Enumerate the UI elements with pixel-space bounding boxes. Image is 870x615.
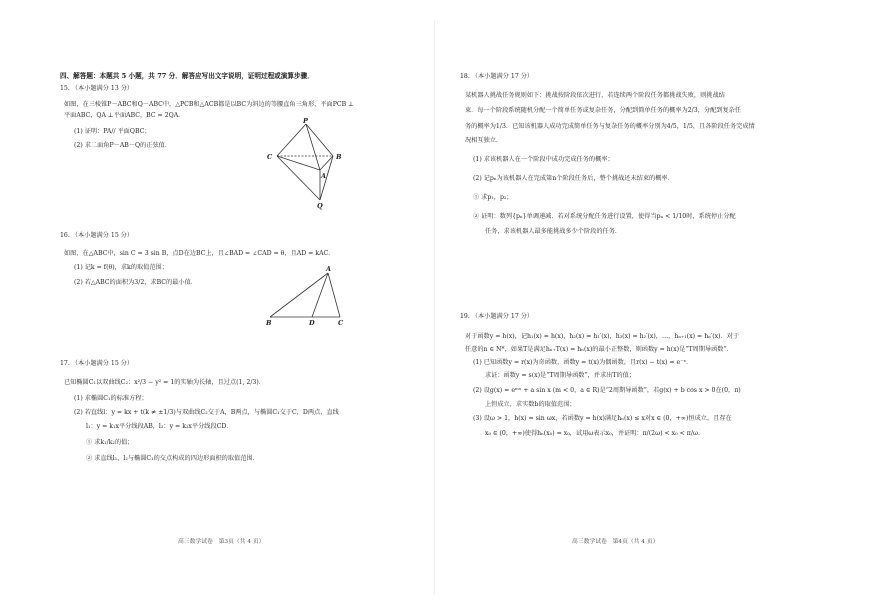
q17-text-line1: 已知椭圆C₁以双曲线C₂：x²/3 − y² = 1的实轴为长轴，且过点(1, 2/3)． [64, 379, 265, 386]
q18-title: 18. （本小题满分 17 分） [460, 73, 534, 80]
q18-part2: (2) 记pₙ为该机器人在完成第n个阶段任务后，整个挑战还未结束的概率． [473, 175, 674, 182]
label-b: B [336, 153, 342, 161]
q18-part1: (1) 求该机器人在一个阶段中成功完成任务的概率； [473, 156, 614, 163]
q19-title: 19. （本小题满分 17 分） [460, 313, 534, 320]
label-q: Q [317, 202, 323, 210]
q18-part2-i: ① 求p₁，p₂； [473, 194, 513, 201]
side-ac [328, 273, 340, 317]
q18-part2-iii: 任务，求该机器人最多能挑战多少个阶段的任务． [485, 228, 622, 235]
q16-text-line1: 如图，在△ABC中，sin C = 3 sin B，点D在边BC上，且∠BAD = ∠CAD = θ，且AD = kAC． [64, 250, 335, 257]
q17-part2-line2: l₁：y = k₁x平分线段AB，l₂：y = k₂x平分线段CD． [86, 423, 233, 430]
edge-pc [277, 124, 306, 156]
q17-part2-i: ① 求k₁/k₂的值； [86, 439, 134, 446]
q17-part2-ii: ② 求直线l₁，l₂与椭圆C₁的交点构成的四边形面积的取值范围． [86, 455, 259, 462]
label-a: A [321, 172, 327, 180]
q18-text-line3: 务的概率为1/3．已知该机器人成功完成简单任务与复杂任务的概率分别为4/5，1/5，且各阶段任务完成情 [465, 123, 755, 130]
q16-part1: (1) 记k = f(θ)，求k的取值范围； [74, 264, 168, 271]
segment-ad [312, 273, 328, 317]
q15-title: 15. （本小题满分 13 分） [60, 85, 134, 92]
q18-text-line4: 况相互独立． [465, 137, 503, 144]
label-a: A [326, 265, 332, 273]
q19-part2-line2: 上恒成立，求实数b的取值范围； [485, 401, 576, 408]
q16-triangle-figure [262, 265, 352, 327]
q15-text-line1: 如图，在三棱锥P－ABC和Q－ABC中，△PCB和△ACB都是以BC为斜边的等腰直角三角形，平面PCB ⊥ [64, 101, 354, 108]
side-ba [270, 273, 328, 317]
q17-part2: (2) 若直线l：y = kx + t(k ≠ ±1/3)与双曲线C₂交于A，B两点，与椭圆C₁交于C，D两点，直线 [74, 409, 339, 416]
q19-part3-line2: x₀ ∈ (0，+∞)使得hₙ(x₀) = x₀，试用ω表示x₀，并证明：π/(2ω) < x₀ < π/ω． [485, 430, 705, 437]
q19-part1: (1) 已知函数y = r(x)为奇函数，函数y = t(x)为偶函数，且r(x) − t(x) = e⁻ˣ． [473, 359, 693, 366]
q17-part1: (1) 求椭圆C₁的标准方程； [74, 395, 148, 402]
q18-text-line2: 束．每一个阶段系统随机分配一个简单任务或复杂任务，分配到简单任务的概率为2/3，分配到复杂任 [465, 107, 742, 114]
edge-pb [306, 124, 333, 156]
q18-text-line1: 某机器人挑战任务规则如下：挑战按阶段依次进行，若连续两个阶段任务都挑战失败，则挑战结 [465, 92, 725, 99]
q15-text-line2: 平面ABC，QA ⊥平面ABC，BC = 2QA． [64, 112, 185, 119]
right-page-footer: 高三数学试卷 第4页（共 4 页） [572, 539, 659, 545]
q19-part1-line2: 求证：函数y = s(x)是“T周期导函数”，并求出T的值； [485, 372, 636, 379]
q19-part2: (2) 设g(x) = eᵐˣ + a sin x (m < 0，a ∈ R)是“2周期导函数”，若g(x) + b cos x > 0在(0，π) [473, 387, 741, 394]
left-page-footer: 高三数学试卷 第3页（共 4 页） [178, 539, 265, 545]
q19-text-line1: 对于函数y = h(x)，记h₁(x) = h(x)，h₂(x) = h₁′(x)，h₃(x) = h₂′(x)，…，hₙ₊₁(x) = hₙ′(x)．对于 [465, 333, 740, 340]
q15-part2: (2) 求二面角P－AB－Q的正弦值． [74, 142, 172, 149]
q15-part1: (1) 证明：PA// 平面QBC； [74, 128, 151, 135]
q17-title: 17. （本小题满分 15 分） [60, 360, 134, 367]
section-header: 四、解答题：本题共 5 小题，共 77 分．解答应写出文字说明，证明过程或演算步骤． [60, 72, 314, 80]
q15-pyramid-figure [265, 118, 355, 210]
q19-part3: (3) 设ω > 1，h(x) = sin ωx，若函数y = h(x)满足hₙ(x) ≤ x对x ∈ (0，+∞)恒成立，且存在 [473, 415, 732, 422]
label-d: D [309, 319, 315, 327]
label-b: B [266, 319, 272, 327]
label-c: C [267, 153, 273, 161]
label-c: C [338, 319, 344, 327]
edge-pa [306, 124, 320, 170]
label-p: P [303, 118, 308, 125]
q18-part2-ii: ② 证明：数列{pₙ}单调递减．若对系统分配任务进行设置，使得当pₙ < 1/10时，系统停止分配 [473, 213, 736, 220]
q19-text-line2: 任意的n ∈ N*，如果T是满足hₙ₊T(x) = hₙ(x)的最小正整数，则函数y = h(x)是“T周期导函数”． [465, 346, 733, 353]
right-page [435, 0, 870, 615]
q16-title: 16. （本小题满分 15 分） [60, 232, 134, 239]
q16-part2: (2) 若△ABC的面积为3/2，求BC的最小值． [74, 279, 197, 286]
